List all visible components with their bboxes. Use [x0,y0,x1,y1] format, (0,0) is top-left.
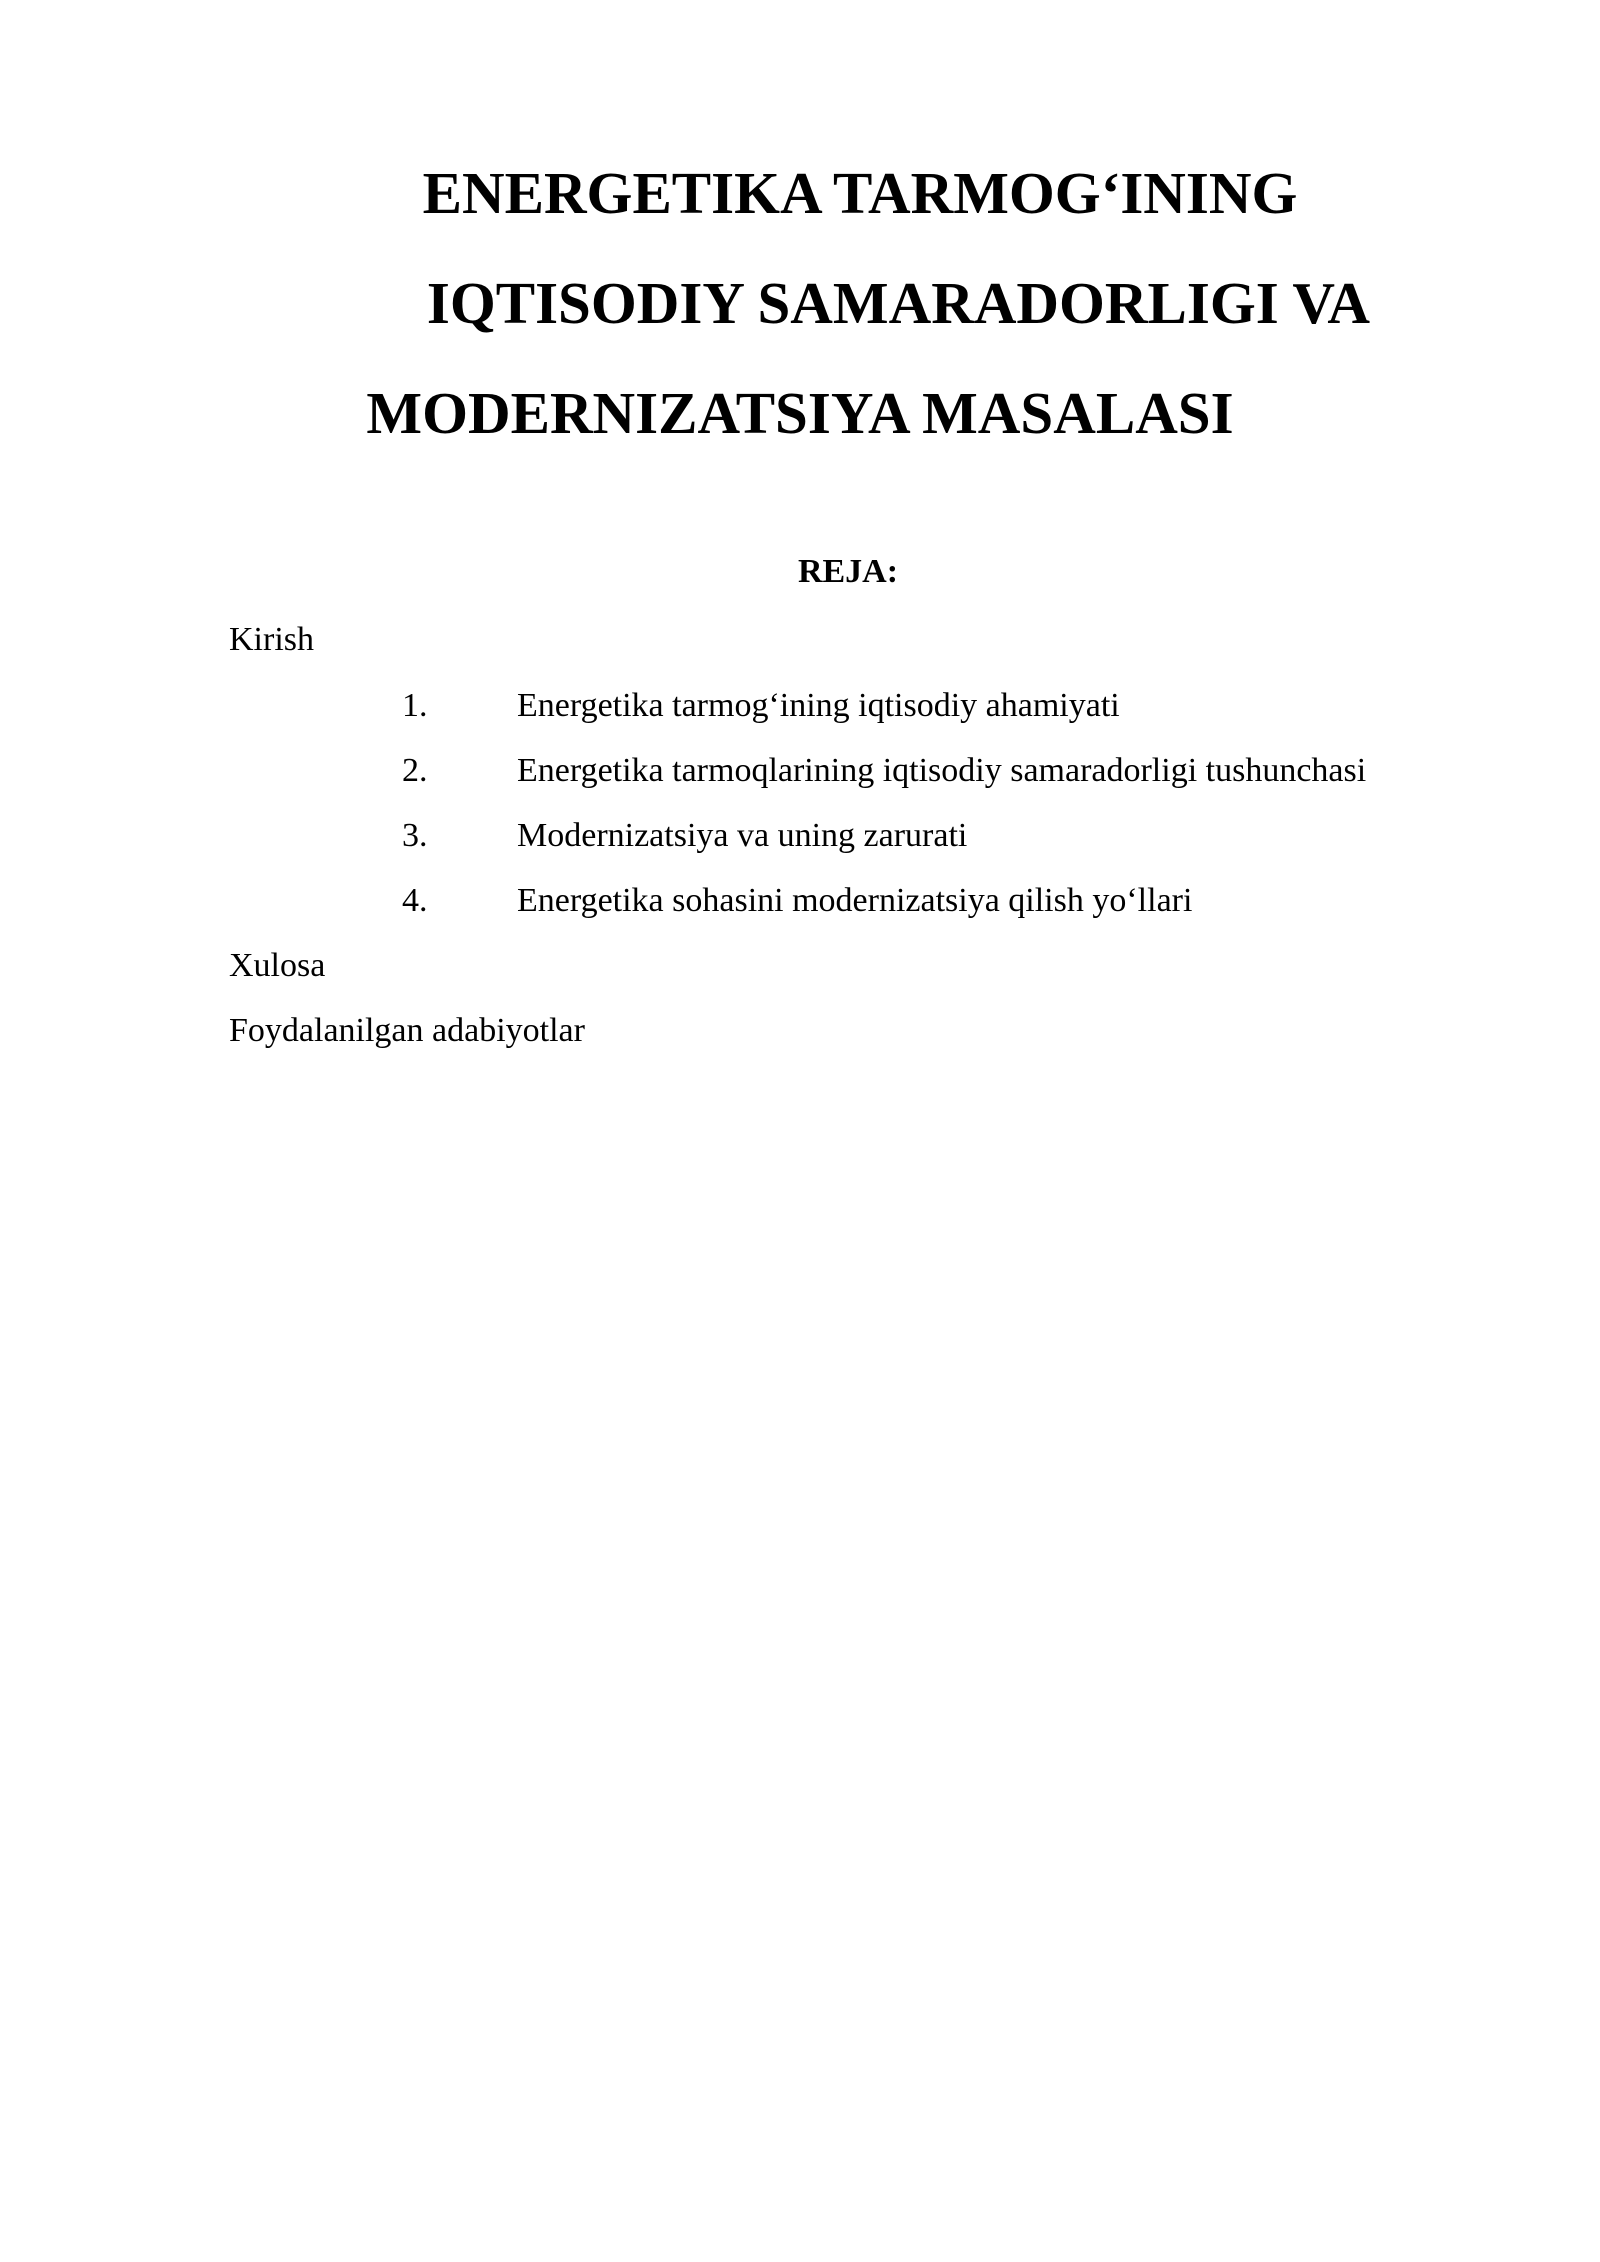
title-line-1: ENERGETIKA TARMOG‘INING [422,160,1298,226]
list-item-number: 1. [402,687,428,724]
list-item-number: 4. [402,882,428,919]
title-line-2: IQTISODIY SAMARADORLIGI VA [426,270,1370,336]
plan-heading: REJA: [797,553,899,590]
document-title [230,138,1370,468]
list-item-text: Energetika tarmog‘ining iqtisodiy ahamiyati [517,687,1120,724]
intro-entry: Kirish [229,621,314,658]
list-item-text: Energetika tarmoqlarining iqtisodiy samaradorligi tushunchasi [517,752,1367,789]
list-item-number: 3. [402,817,428,854]
conclusion-entry: Xulosa [229,947,326,984]
references-entry: Foydalanilgan adabiyotlar [229,1012,585,1049]
title-line-3: MODERNIZATSIYA MASALASI [366,380,1234,446]
list-item-number: 2. [402,752,428,789]
list-item-text: Modernizatsiya va uning zarurati [517,817,968,854]
list-item-text: Energetika sohasini modernizatsiya qilish yo‘llari [517,882,1193,919]
